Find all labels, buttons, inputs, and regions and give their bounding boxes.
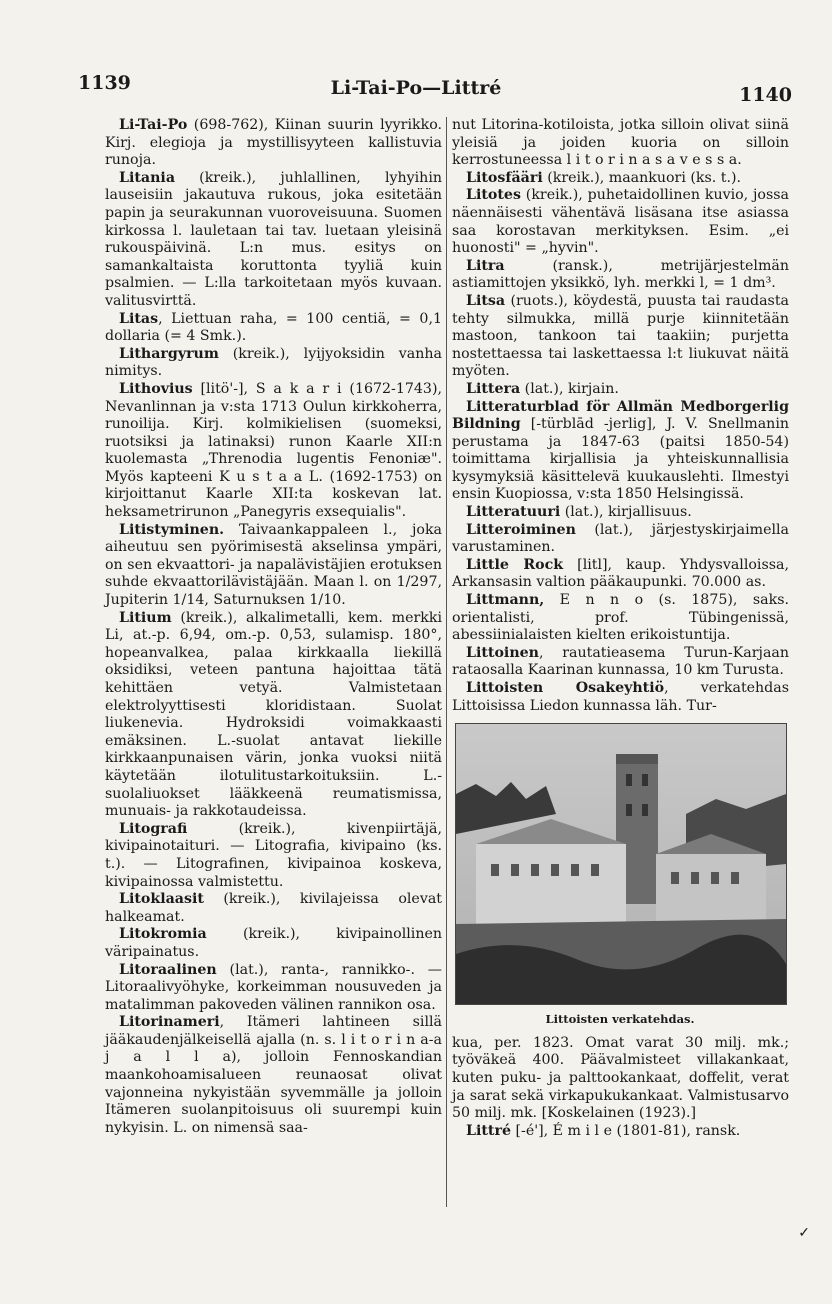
- factory-photo: [455, 723, 787, 1005]
- entry-headword: Little Rock: [466, 556, 564, 573]
- entry-text: , verkatehdas Littoisissa Liedon kunnassa läh. Tur-: [452, 680, 789, 714]
- dictionary-entry: [105, 170, 442, 311]
- entry-headword: Litorinameri: [119, 1014, 220, 1031]
- entry-headword: Litoraalinen: [119, 961, 217, 978]
- entry-text: (ransk.), metrijärjestelmän astiamittojen yksikkö, lyh. merkki l, = 1 dm³.: [452, 257, 789, 292]
- dictionary-entry: [452, 522, 789, 557]
- entry-headword: Li-Tai-Po: [119, 117, 188, 133]
- entry-text: [-türblād -jerlig], J. V. Snellmanin perustama ja 1847-63 (paitsi 1850-54) toimittama kirjallisia ja yhteiskunnallisia kysymyksiä käsittelevä kuukauslehti. Ilmestyi ensin Kuopiossa, v:sta 1850 Helsingissä.: [452, 416, 789, 503]
- entry-headword: Litotes: [466, 187, 521, 204]
- dictionary-entry: [452, 399, 789, 505]
- dictionary-entry: [452, 381, 789, 399]
- figure-caption: Littoisten verkatehdas.: [545, 1012, 695, 1027]
- column-divider: [446, 117, 447, 1207]
- entry-text: , Liettuan raha, = 100 centiä, = 0,1 dollaria (= 4 Smk.).: [105, 310, 442, 345]
- entry-headword: Litistyminen.: [119, 521, 225, 538]
- dictionary-entry: [105, 346, 442, 381]
- entry-text: (kreik.), kivipainollinen väripainatus.: [105, 926, 442, 960]
- entry-text: kua, per. 1823. Omat varat 30 milj. mk.; työväkeä 400. Päävalmisteet villakankaat, kuten puku- ja palttookankaat, doffelit, verat ja sarat sekä virkapukukankaat. Valmistusarvo 50 milj. mk. [Koskelainen (1923).]: [452, 1034, 789, 1122]
- entry-headword: Littré: [466, 1122, 511, 1139]
- entry-headword: Littera: [466, 380, 521, 397]
- dictionary-entry: [452, 1123, 789, 1141]
- left-column: [105, 117, 442, 1137]
- entry-text: nut Litorina-kotiloista, jotka silloin olivat siinä yleisiä ja joiden kuoria on silloin kerrostuneessa l i t o r i n a s a v e s s a.: [452, 117, 789, 169]
- entry-text: (kreik.), kivilajeissa olevat halkeamat.: [105, 891, 442, 925]
- dictionary-entry: [452, 504, 789, 522]
- entry-text: (ruots.), köydestä, puusta tai raudasta tehty silmukka, millä purje kiinnitetään mastoon, tankoon tai taakiin; purjetta nostettaessa tai laskettaessa l:t liukuvat näitä myöten.: [452, 292, 789, 380]
- entry-text: (kreik.), alkalimetalli, kem. merkki Li, at.-p. 6,94, om.-p. 0,53, sulamisp. 180°, hopeanvalkea, palaa kirkkaalla liekillä oksidiksi, veteen pantuna hajoittaa tätä kehittäen vetyä. Valmistetaan elektrolyyttisesti kloridistaan. Suolat liukenevia. Hydroksidi voimakkaasti emäksinen. L.-suolat antavat liekille kirkkaanpunaisen värin, jonka vuoksi niitä käytetään ilotulitustarkoituksiin. L.-suolaliuokset lääkkeenä reumatismissa, munuais- ja rakkotaudeissa.: [105, 609, 442, 820]
- right-column: [452, 117, 789, 1140]
- entry-text: (lat.), järjestyskirjaimella varustaminen.: [452, 521, 789, 556]
- dictionary-entry: [105, 117, 442, 170]
- entry-text: (lat.), ranta-, rannikko-. —Litoraalivyöhyke, korkeimman nousuveden ja matalimman pakoveden välinen rannikon osa.: [105, 961, 442, 1013]
- entry-headword: Litteratuuri: [466, 504, 561, 521]
- figure: [455, 723, 785, 1029]
- entry-headword: Lithovius: [119, 380, 193, 397]
- entry-text: Taivaankappaleen l., joka aiheutuu sen pyörimisestä akselinsa ympäri, on sen ekvaattori- ja napalävistäjien erotuksen suhde ekvaattorilävistäjään. Maan l. on 1/297, Jupiterin 1/14, Saturnuksen 1/10.: [105, 521, 442, 609]
- entry-headword: Litosfääri: [466, 169, 543, 186]
- dictionary-entry: [452, 680, 789, 715]
- entry-text: (kreik.), puhetaidollinen kuvio, jossa näennäisesti vähentävä lisäsana itse asiassa saa korostavan merkityksen. Esim. „ei huonosti" = „hyvin".: [452, 187, 789, 257]
- entry-text: (lat.), kirjallisuus.: [560, 504, 692, 521]
- entry-headword: Litoklaasit: [119, 891, 204, 908]
- entry-text: [litl], kaup. Yhdysvalloissa, Arkansasin valtion pääkaupunki. 70.000 as.: [452, 556, 789, 591]
- entry-text: (kreik.), juhlallinen, lyhyihin lauseisiin jakautuva rukous, joka esitetään papin ja seurakunnan vuoroveisuuna. Suomen kirkossa l. lauletaan tai tav. luetaan yleisinä rukouspäivinä. L:n mus. esitys on samankaltaista koruttonta tyyliä kuin psalmien. — L:lla tarkoitetaan myös kuvaan. valitusvirttä.: [105, 169, 442, 309]
- dictionary-entry: [105, 522, 442, 610]
- entry-headword: Littoisten Osakeyhtiö: [466, 680, 665, 696]
- dictionary-entry: [452, 117, 789, 170]
- dictionary-entry: [105, 1014, 442, 1137]
- entry-headword: Lithargyrum: [119, 345, 219, 362]
- dictionary-entry: [452, 170, 789, 188]
- entry-headword: Litas: [119, 310, 159, 327]
- entry-headword: Litografi: [119, 820, 188, 837]
- entry-headword: Litium: [119, 609, 172, 626]
- dictionary-entry: [105, 311, 442, 346]
- corner-mark: ✓: [798, 1225, 810, 1241]
- entry-headword: Litteraturblad för Allmän Medborgerlig Bildning: [452, 398, 789, 433]
- dictionary-entry: [452, 293, 789, 381]
- dictionary-entry: [452, 187, 789, 257]
- entry-headword: Litania: [119, 169, 176, 186]
- dictionary-entry: [105, 962, 442, 1015]
- dictionary-entry: [105, 381, 442, 522]
- dictionary-entry: [105, 821, 442, 891]
- entry-text: (698-762), Kiinan suurin lyyrikko. Kirj. elegioja ja mystillisyyteen kallistuvia runoja.: [105, 117, 442, 169]
- entry-text: , Itämeri lahtineen sillä jääkaudenjälkeisellä ajalla (n. s. l i t o r i n a-a j a l l a), jolloin Fennoskandian maankohoamisalueen reunaosat olivat vajonneina nykyistään syvemmälle ja jolloin Itämeren suolanpitoisuus oli suurempi kuin nykyisin. L. on nimensä saa-: [105, 1014, 442, 1136]
- dictionary-entry: [105, 926, 442, 961]
- entry-text: (kreik.), kivenpiirtäjä, kivipainotaituri. — Litografia, kivipaino (ks. t.). — Litografinen, kivipainoa koskeva, kivipainossa valmistettu.: [105, 820, 442, 890]
- entry-headword: Littoinen: [466, 644, 539, 661]
- page-number-left: 1139: [78, 72, 131, 94]
- entry-text: E n n o (s. 1875), saks. orientalisti, prof. Tübingenissä, abessiinialaisten kielten erikoistuntija.: [452, 592, 789, 644]
- dictionary-entry: [105, 610, 442, 821]
- entry-text: (kreik.), maankuori (ks. t.).: [542, 169, 742, 186]
- dictionary-entry: [452, 645, 789, 680]
- dictionary-entry: [452, 258, 789, 293]
- dictionary-entry: [452, 1035, 789, 1123]
- entry-text: (kreik.), lyijyoksidin vanha nimitys.: [105, 345, 442, 380]
- page-number-right: 1140: [739, 84, 792, 106]
- dictionary-entry: [452, 557, 789, 592]
- entry-headword: Littmann,: [466, 592, 545, 609]
- dictionary-entry: [452, 592, 789, 645]
- dictionary-entry: [105, 891, 442, 926]
- entry-headword: Litokromia: [119, 926, 207, 943]
- entry-headword: Litra: [466, 257, 505, 274]
- entry-headword: Litteroiminen: [466, 521, 576, 538]
- running-head: Li-Tai-Po—Littré: [330, 77, 502, 99]
- entry-text: , rautatieasema Turun-Karjaan rataosalla Kaarinan kunnassa, 10 km Turusta.: [452, 644, 789, 679]
- entry-text: (lat.), kirjain.: [520, 380, 619, 397]
- entry-text: [-é'], É m i l e (1801-81), ransk.: [510, 1122, 741, 1139]
- entry-text: [litö'-], S a k a r i (1672-1743), Nevanlinnan ja v:sta 1713 Oulun kirkkoherra, runoilija. Kirj. kolmikielisen (suomeksi, ruotsiksi ja latinaksi) runon Kaarle XII:n kuolemasta „Threnodia lugentis Fenoniæ". Myös kapteeni K u s t a a L. (1692-1753) on kirjoittanut Kaarle XII:ta koskevan lat. heksametrirunon „Panegyris exsequialis".: [105, 380, 442, 521]
- entry-headword: Litsa: [466, 292, 506, 309]
